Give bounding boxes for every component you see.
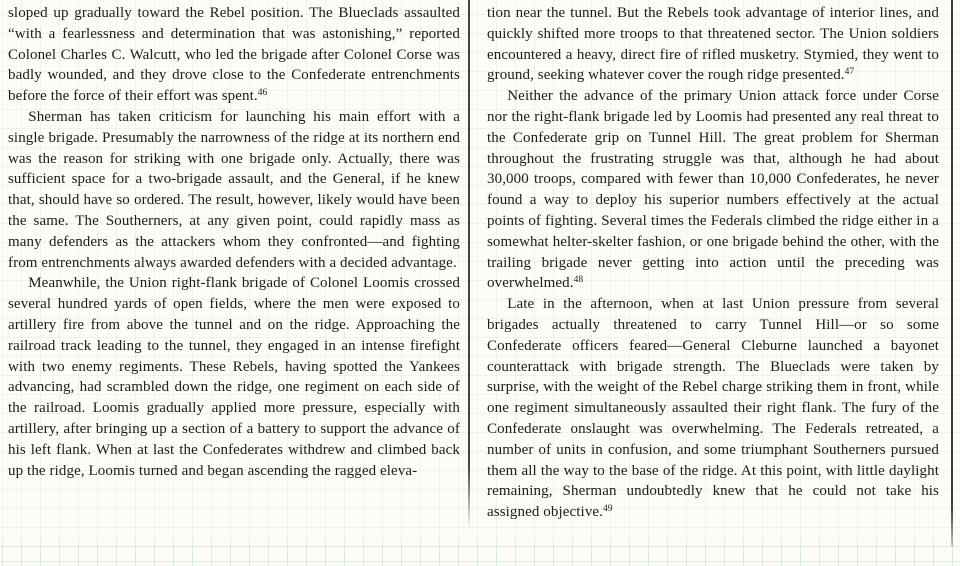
paragraph	[487, 86, 939, 294]
footnote-marker: 47	[844, 67, 855, 78]
paragraph-text: Neither the advance of the primary Union attack force under Corse nor the right-flank brigade led by Loomis had presented any real threat to the Confederate grip on Tunnel Hill. The great problem for Sherman throughout the frustrating struggle was that, although he had about 30,000 troops, compared with fewer than 10,000 Confederates, he never found a way to deploy his superior numbers effectively at the actual points of fighting. Several times the Federals climbed the ridge either in a somewhat helter-skelter fashion, or one brigade behind the other, with the trailing brigade never getting into action until the preceding was overwhelmed.	[487, 88, 939, 292]
paragraph	[8, 3, 460, 107]
column-divider-line	[468, 0, 470, 530]
footnote-marker: 46	[257, 88, 268, 99]
footnote-marker: 49	[603, 504, 613, 515]
paragraph-text: Late in the afternoon, when at last Union pressure from several brigades actually threatened to carry Tunnel Hill—or so some Confederate officers feared—General Cleburne launched a bayonet counterattack with brigade strength. The Blueclads were taken by surprise, with the weight of the Rebel charge striking them in front, while one regiment simultaneously assaulted their right flank. The fury of the Confederate onslaught was overwhelming. The Federals retreated, a number of units in confusion, and some triumphant Southerners pursued them all the way to the base of the ridge. At this point, with little daylight remaining, Sherman undoubtedly knew that he could not take his assigned objective.	[487, 296, 939, 521]
left-column	[8, 3, 460, 481]
paragraph	[487, 3, 939, 86]
paragraph-text: Meanwhile, the Union right-flank brigade of Colonel Loomis crossed several hundred yards of open fields, where the men were exposed to artillery fire from above the tunnel and on the ridge. Approaching the railroad track leading to the tunnel, they engaged in an intense firefight with two enemy regiments. These Rebels, having spotted the Yankees advancing, had scrambled down the ridge, one regiment on each side of the railroad. Loomis gradually applied more pressure, especially with artillery, after bringing up a section of a battery to support the advance of his left flank. When at last the Confederates withdrew and climbed back up the ridge, Loomis turned and began ascending the ragged eleva-	[8, 275, 460, 479]
footnote-marker: 48	[573, 275, 584, 286]
paragraph	[487, 294, 939, 523]
paragraph	[8, 107, 460, 273]
right-column	[487, 3, 939, 523]
paragraph-text: sloped up gradually toward the Rebel position. The Blueclads assaulted “with a fearlessness and determination that was astonishing,” reported Colonel Charles C. Walcutt, who led the brigade after Colonel Corse was badly wounded, and they drove close to the Confederate entrenchments before the force of their effort was spent.	[8, 5, 460, 105]
paragraph-text: tion near the tunnel. But the Rebels took advantage of interior lines, and quickly shifted more troops to that threatened sector. The Union soldiers encountered a heavy, direct fire of rifled musketry. Stymied, they went to ground, seeking whatever cover the rough ridge presented.	[487, 5, 939, 84]
paragraph	[8, 273, 460, 481]
paragraph-text: Sherman has taken criticism for launching his main effort with a single brigade. Presumably the narrowness of the ridge at its northern end was the reason for striking with one brigade only. Actually, there was sufficient space for a two-brigade assault, and the General, if he knew that, should have so ordered. The result, however, likely would have been the same. The Southerners, at any given point, could rapidly mass as many defenders as the attackers whom they confronted—and fighting from entrenchments always awarded defenders with a decided advantage.	[8, 108, 460, 271]
page-edge-line	[951, 0, 953, 546]
